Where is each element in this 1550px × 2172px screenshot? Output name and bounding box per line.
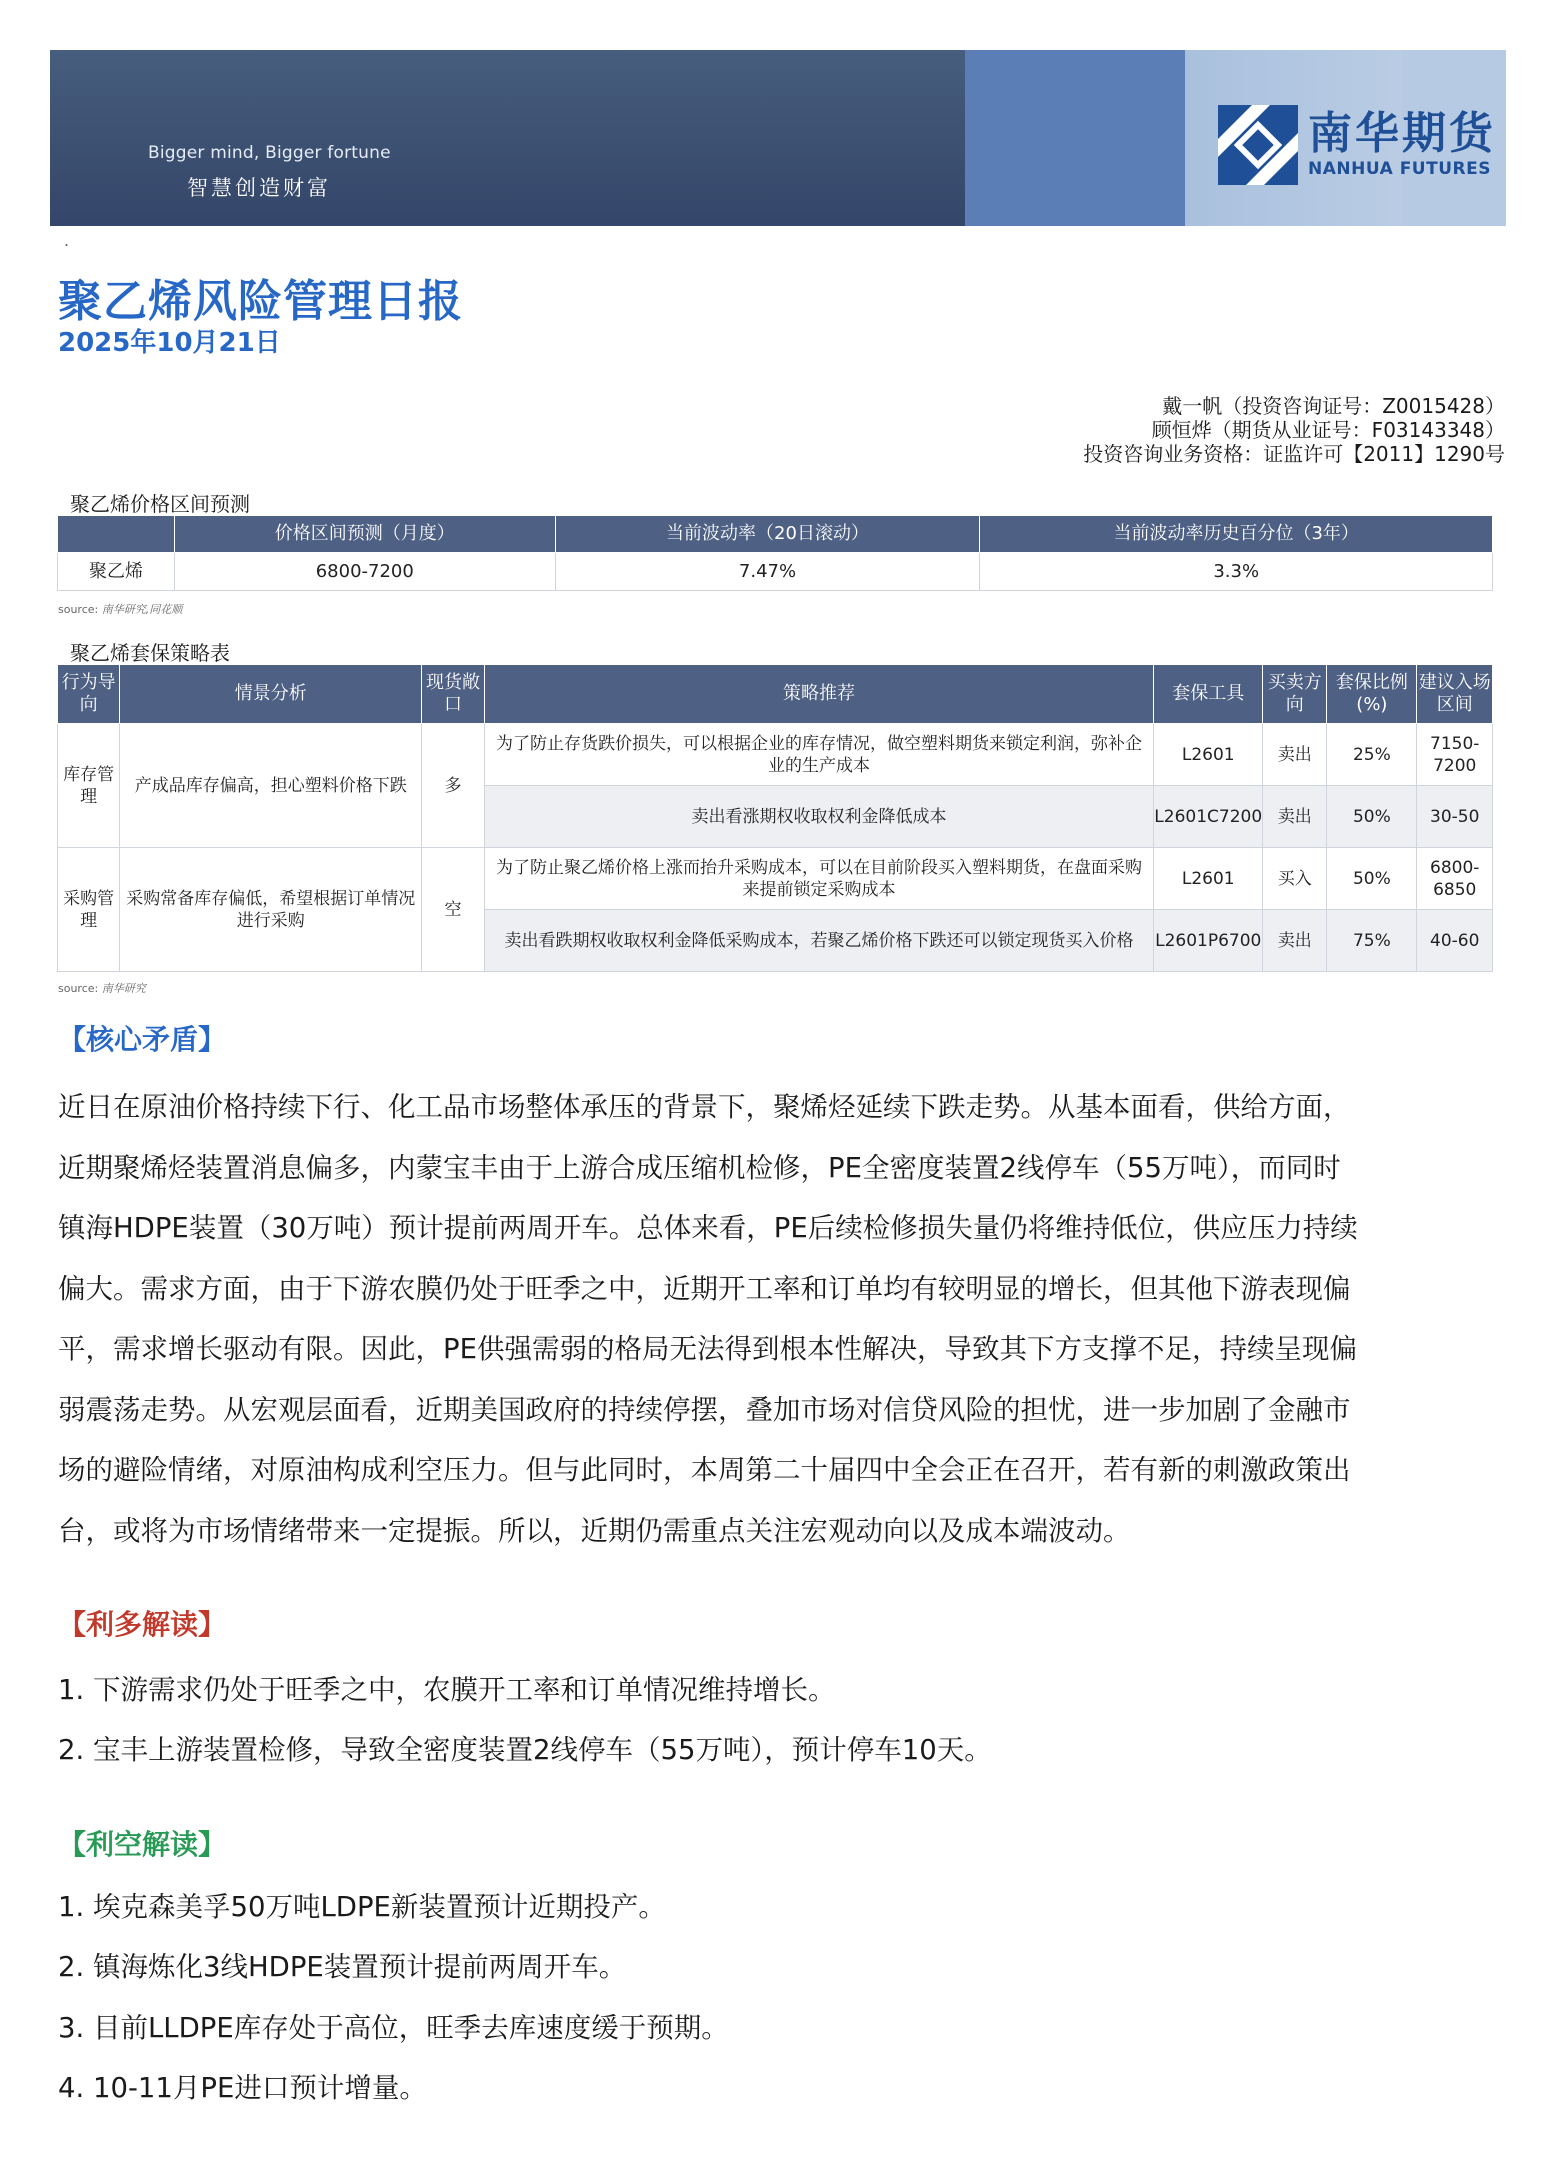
bearish-heading: 【利空解读】 [58,1828,227,1861]
table-cell: 6800-7200 [174,553,555,591]
core-heading: 【核心矛盾】 [58,1023,227,1056]
bearish-item: 4. 10-11月PE进口预计增量。 [58,2072,427,2104]
range-cell: 7150-7200 [1417,724,1493,786]
ratio-cell: 50% [1327,848,1417,910]
price-forecast-table [57,515,1493,591]
logo-english-name: NANHUA FUTURES [1308,159,1491,179]
direction-cell: 买入 [1263,848,1327,910]
direction-cell: 卖出 [1263,786,1327,848]
table-header-row [58,665,1493,724]
exposure-cell: 空 [422,848,484,972]
direction-cell: 卖出 [1263,910,1327,972]
range-cell: 6800-6850 [1417,848,1493,910]
exposure-cell: 多 [422,724,484,848]
author-line: 顾恒烨（期货从业证号：F03143348） [1151,418,1505,442]
table-header-cell: 现货敞口 [422,665,484,724]
nanhua-logo [1218,105,1496,185]
slogan-chinese: 智慧创造财富 [187,176,331,200]
table-header-row [58,516,1493,553]
strategy-cell: 为了防止存货跌价损失，可以根据企业的库存情况，做空塑料期货来锁定利润，弥补企业的生产成本 [484,724,1154,786]
table-header-cell [58,516,175,553]
bullish-item: 1. 下游需求仍处于旺季之中，农膜开工率和订单情况维持增长。 [58,1674,836,1706]
tool-cell: L2601 [1154,848,1263,910]
table-header-cell: 策略推荐 [484,665,1154,724]
author-block [1083,394,1505,466]
paragraph-line: 近日在原油价格持续下行、化工品市场整体承压的背景下，聚烯烃延续下跌走势。从基本面看，供给方面， [58,1091,1351,1123]
table-header-cell: 买卖方向 [1263,665,1327,724]
page-marker: . [64,231,70,250]
table-row [58,553,1493,591]
behavior-cell: 库存管理 [58,724,120,848]
paragraph-line: 平，需求增长驱动有限。因此，PE供强需弱的格局无法得到根本性解决，导致其下方支撑不足，持续呈现偏 [58,1333,1357,1365]
logo-chinese-name: 南华期货 [1308,108,1496,159]
bearish-item: 3. 目前LLDPE库存处于高位，旺季去库速度缓于预期。 [58,2012,729,2044]
tool-cell: L2601P6700 [1154,910,1263,972]
tool-cell: L2601 [1154,724,1263,786]
table-header-cell: 套保工具 [1154,665,1263,724]
behavior-cell: 采购管理 [58,848,120,972]
ratio-cell: 50% [1327,786,1417,848]
hedge-table-source: source: 南华研究 [58,982,146,995]
paragraph-line: 弱震荡走势。从宏观层面看，近期美国政府的持续停摆，叠加市场对信贷风险的担忧，进一步加剧了金融市 [58,1393,1351,1426]
paragraph-line: 场的避险情绪，对原油构成利空压力。但与此同时，本周第二十届四中全会正在召开，若有新的刺激政策出 [58,1454,1351,1486]
paragraph-line: 台，或将为市场情绪带来一定提振。所以，近期仍需重点关注宏观动向以及成本端波动。 [58,1514,1131,1547]
table-header-cell: 价格区间预测（月度） [174,516,555,553]
table-cell: 3.3% [980,553,1493,591]
author-line: 戴一帆（投资咨询证号：Z0015428） [1162,394,1505,418]
strategy-cell: 卖出看涨期权收取权利金降低成本 [484,786,1154,848]
hedge-strategy-table [57,664,1493,972]
core-paragraph [58,1077,1492,1561]
scenario-cell: 产成品库存偏高，担心塑料价格下跌 [120,724,422,848]
table-cell: 7.47% [555,553,980,591]
bearish-item: 1. 埃克森美孚50万吨LDPE新装置预计近期投产。 [58,1891,666,1923]
bullish-heading: 【利多解读】 [58,1608,227,1641]
table-row [58,848,1493,910]
bearish-item: 2. 镇海炼化3线HDPE装置预计提前两周开车。 [58,1951,627,1983]
paragraph-line: 偏大。需求方面，由于下游农膜仍处于旺季之中，近期开工率和订单均有较明显的增长，但其他下游表现偏 [58,1272,1351,1305]
price-table-label: 聚乙烯价格区间预测 [70,492,250,516]
strategy-cell: 为了防止聚乙烯价格上涨而抬升采购成本，可以在目前阶段买入塑料期货，在盘面采购来提前锁定采购成本 [484,848,1154,910]
direction-cell: 卖出 [1263,724,1327,786]
table-row [58,724,1493,786]
paragraph-line: 近期聚烯烃装置消息偏多，内蒙宝丰由于上游合成压缩机检修，PE全密度装置2线停车（55万吨），而同时 [58,1151,1341,1184]
nanhua-logo-icon [1218,105,1298,185]
table-header-cell: 行为导向 [58,665,120,724]
range-cell: 30-50 [1417,786,1493,848]
hedge-table-label: 聚乙烯套保策略表 [70,641,230,665]
table-cell: 聚乙烯 [58,553,175,591]
range-cell: 40-60 [1417,910,1493,972]
table-header-cell: 套保比例(%) [1327,665,1417,724]
strategy-cell: 卖出看跌期权收取权利金降低采购成本，若聚乙烯价格下跌还可以锁定现货买入价格 [484,910,1154,972]
table-header-cell: 当前波动率历史百分位（3年） [980,516,1493,553]
report-title: 聚乙烯风险管理日报 [58,276,463,327]
tool-cell: L2601C7200 [1154,786,1263,848]
price-table-source: source: 南华研究,同花顺 [58,603,183,616]
table-header-cell: 建议入场区间 [1417,665,1493,724]
table-header-cell: 当前波动率（20日滚动） [555,516,980,553]
table-header-cell: 情景分析 [120,665,422,724]
paragraph-line: 镇海HDPE装置（30万吨）预计提前两周开车。总体来看，PE后续检修损失量仍将维持低位，供应压力持续 [58,1212,1358,1244]
report-date: 2025年10月21日 [58,328,281,358]
slogan-english: Bigger mind, Bigger fortune [148,143,391,163]
author-line: 投资咨询业务资格：证监许可【2011】1290号 [1083,442,1505,466]
scenario-cell: 采购常备库存偏低，希望根据订单情况进行采购 [120,848,422,972]
ratio-cell: 75% [1327,910,1417,972]
banner-accent-block [965,50,1185,226]
ratio-cell: 25% [1327,724,1417,786]
header-banner [50,50,1506,226]
bullish-item: 2. 宝丰上游装置检修，导致全密度装置2线停车（55万吨），预计停车10天。 [58,1734,992,1766]
